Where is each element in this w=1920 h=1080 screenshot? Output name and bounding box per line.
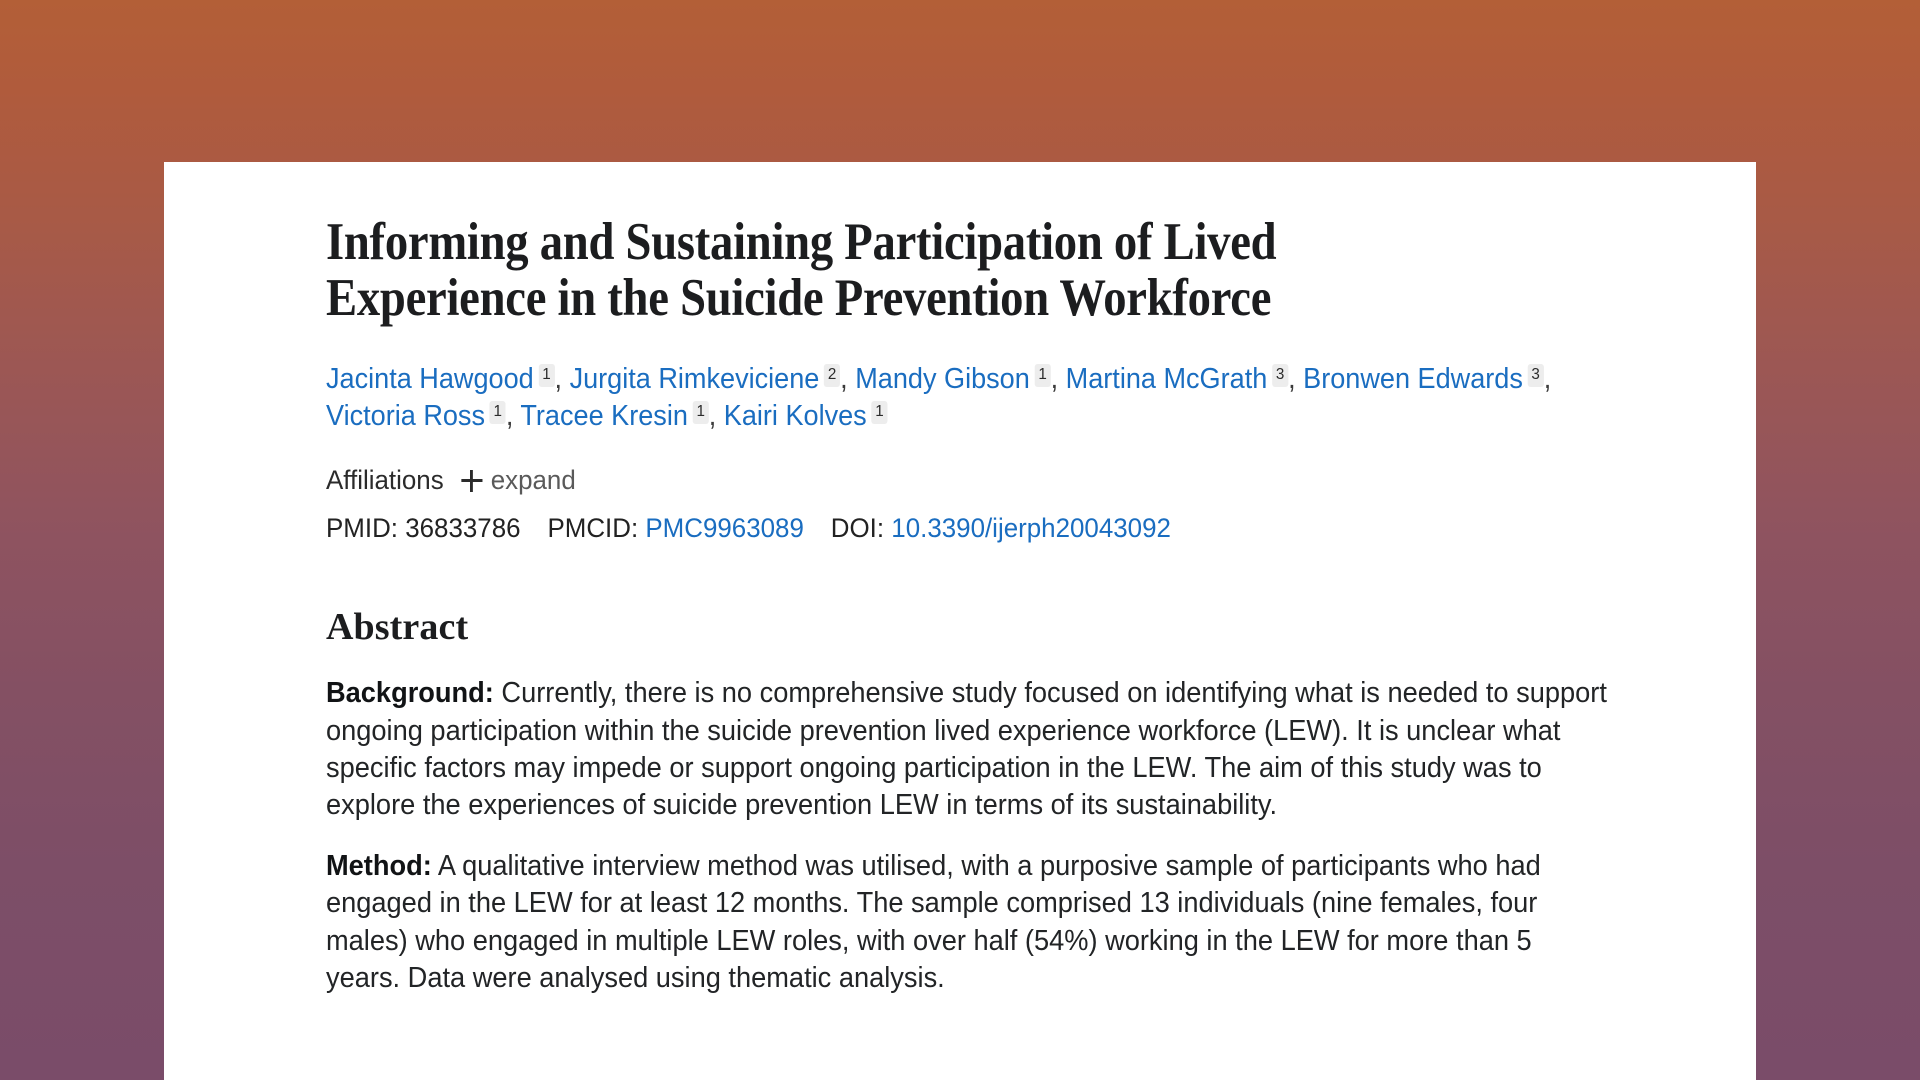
identifier-value[interactable]: PMC9963089 [645,513,804,544]
identifier-group [831,513,1171,543]
author-link[interactable]: Mandy Gibson [855,363,1030,396]
author-entry [1303,363,1544,395]
abstract-heading: Abstract [326,606,469,649]
identifiers-row [326,513,1622,544]
author-link[interactable]: Tracee Kresin [520,400,688,433]
abstract-paragraph-label: Background: [326,677,494,710]
author-affiliation-superscript[interactable]: 1 [693,401,709,424]
article-card-content [164,162,1756,997]
identifier-label: DOI: [830,513,885,544]
author-affiliation-superscript[interactable]: 1 [1035,364,1051,387]
abstract-paragraph-text: A qualitative interview method was utilised, with a purposive sample of participants who had engaged in the LEW for at least 12 months. The sample comprised 13 individuals (nine females, four males) who engaged in multiple LEW roles, with over half (54%) working in the LEW for more than 5 years. Data were analysed using thematic analysis. [326,850,1541,994]
author-link[interactable]: Jurgita Rimkeviciene [569,363,820,396]
article-card [164,162,1756,1080]
author-separator: , [1543,363,1552,396]
identifier-label: PMCID: [547,513,639,544]
author-separator: , [708,400,724,433]
author-link[interactable]: Kairi Kolves [723,400,867,433]
author-entry [326,400,506,432]
author-entry [855,363,1050,395]
author-separator: , [840,363,856,396]
abstract-body [326,675,1671,997]
affiliations-expand-button[interactable] [461,465,576,496]
author-affiliation-superscript[interactable]: 3 [1528,364,1544,387]
author-affiliation-superscript[interactable]: 2 [824,364,840,387]
affiliations-expand-label: expand [490,465,576,496]
plus-icon [461,470,482,492]
author-affiliation-superscript[interactable]: 3 [1272,364,1288,387]
author-link[interactable]: Jacinta Hawgood [326,363,534,396]
affiliations-row [326,465,1622,496]
identifier-group [326,513,521,543]
author-separator: , [505,400,521,433]
abstract-paragraph-label: Method: [326,850,432,883]
author-entry [570,363,841,395]
page-title: Informing and Sustaining Participation of Lived Experience in the Suicide Prevention Workforce [326,213,1277,328]
identifier-label: PMID: [326,513,399,544]
affiliations-label: Affiliations [326,465,444,496]
author-entry [520,400,708,432]
author-separator: , [554,363,570,396]
abstract-paragraph [326,848,1610,997]
author-separator: , [1288,363,1304,396]
author-entry [724,400,888,432]
identifier-value: 36833786 [405,513,521,544]
abstract-paragraph-text: Currently, there is no comprehensive study focused on identifying what is needed to support ongoing participation within the suicide prevention lived experience workforce (LEW). It is unclear what specific factors may impede or support ongoing participation in the LEW. The aim of this study was to explore the experiences of suicide prevention LEW in terms of its sustainability. [326,677,1607,821]
author-link[interactable]: Bronwen Edwards [1303,363,1523,396]
author-affiliation-superscript[interactable]: 1 [538,364,554,387]
author-affiliation-superscript[interactable]: 1 [490,401,506,424]
author-separator: , [1050,363,1066,396]
abstract-paragraph [326,675,1610,824]
author-list [326,361,1590,435]
author-link[interactable]: Victoria Ross [326,400,486,433]
identifier-value[interactable]: 10.3390/ijerph20043092 [891,513,1171,544]
identifier-group [547,513,803,543]
author-link[interactable]: Martina McGrath [1065,363,1268,396]
author-entry [326,363,555,395]
author-entry [1066,363,1288,395]
author-affiliation-superscript[interactable]: 1 [871,401,887,424]
